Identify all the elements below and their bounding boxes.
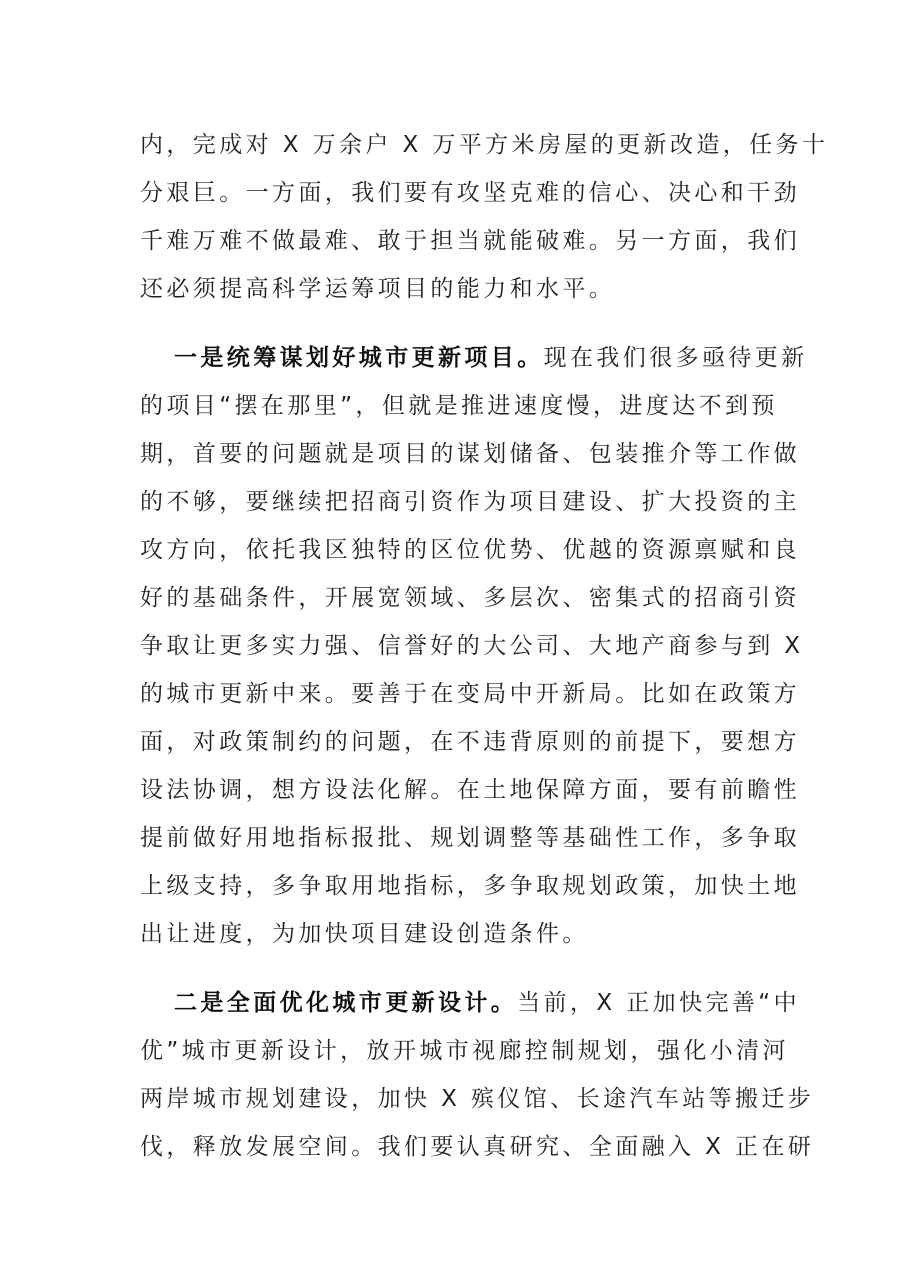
text-line-first — [140, 979, 800, 1027]
document-body — [140, 121, 829, 1171]
paragraph-heading: 一是统筹谋划好城市更新项目。 — [174, 344, 544, 371]
text-line: 面，对政策制约的问题，在不违背原则的前提下，要想方 — [140, 729, 800, 755]
text-run: 现在我们很多亟待更新 — [543, 345, 808, 371]
text-line: 设法协调，想方设法化解。在土地保障方面，要有前瞻性 — [140, 777, 800, 803]
text-line: 两岸城市规划建设，加快 X 殡仪馆、长途汽车站等搬迁步 — [140, 1086, 815, 1112]
text-line: 的不够，要继续把招商引资作为项目建设、扩大投资的主 — [140, 489, 800, 515]
paragraph-spacer — [140, 958, 780, 979]
paragraph-heading: 二是全面优化城市更新设计。 — [174, 989, 518, 1016]
text-line: 的项目“摆在那里”，但就是推进速度慢，进度达不到预 — [140, 393, 778, 419]
paragraph-2 — [140, 334, 808, 958]
text-line: 伐，释放发展空间。我们要认真研究、全面融入 X 正在研 — [140, 1134, 815, 1160]
text-run: 当前，X 正加快完善“中 — [517, 990, 800, 1016]
paragraph-3 — [140, 979, 815, 1171]
text-line: 攻方向，依托我区独特的区位优势、优越的资源禀赋和良 — [140, 537, 800, 563]
text-line: 的城市更新中来。要善于在变局中开新局。比如在政策方 — [140, 681, 800, 707]
text-line: 优”城市更新设计，放开城市视廊控制规划，强化小清河 — [140, 1038, 789, 1064]
text-line: 提前做好用地指标报批、规划调整等基础性工作，多争取 — [140, 825, 800, 851]
text-line: 上级支持，多争取用地指标，多争取规划政策，加快土地 — [140, 873, 800, 899]
paragraph-1 — [140, 121, 829, 313]
text-line: 分艰巨。一方面，我们要有攻坚克难的信心、决心和干劲 — [140, 180, 800, 206]
paragraph-spacer — [140, 313, 780, 334]
text-line: 好的基础条件，开展宽领域、多层次、密集式的招商引资 — [140, 585, 800, 611]
text-line-first — [140, 334, 808, 382]
text-line: 期，首要的问题就是项目的谋划储备、包装推介等工作做 — [140, 441, 800, 467]
text-line: 千难万难不做最难、敢于担当就能破难。另一方面，我们 — [140, 228, 800, 254]
text-line: 还必须提高科学运筹项目的能力和水平。 — [140, 276, 616, 302]
text-line: 内，完成对 X 万余户 X 万平方米房屋的更新改造，任务十 — [140, 132, 829, 158]
text-line: 出让进度，为加快项目建设创造条件。 — [140, 921, 589, 947]
text-line: 争取让更多实力强、信誉好的大公司、大地产商参与到 X — [140, 633, 804, 659]
